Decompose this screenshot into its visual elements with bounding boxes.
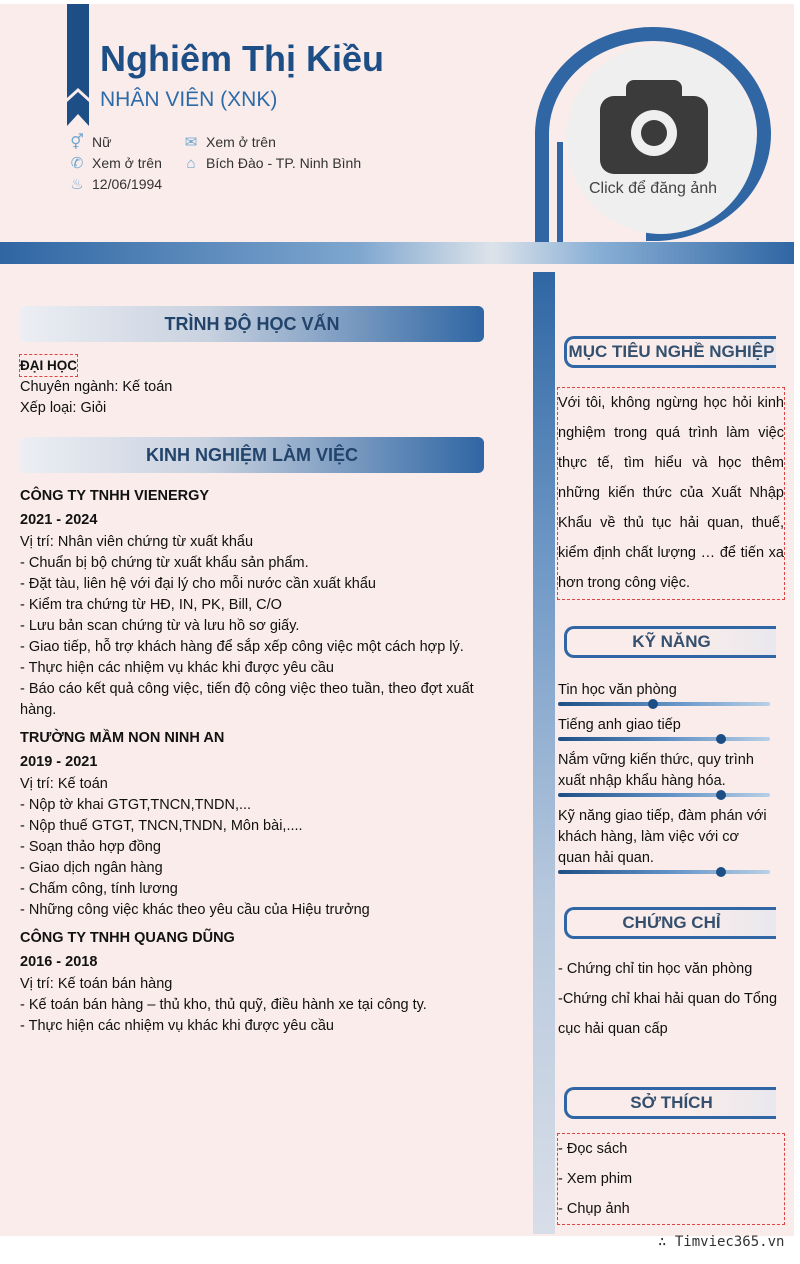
job-line: hàng. [20,702,57,718]
header-divider-bar [0,242,794,264]
job-line: - Những công việc khác theo yêu cầu của Hiệu trưởng [20,902,370,918]
hobbies-heading: SỞ THÍCH [564,1087,776,1119]
job-line: - Lưu bản scan chứng từ và lưu hồ sơ giấy. [20,618,300,634]
certificate-line: - Chứng chỉ tin học văn phòng [558,961,753,977]
job-line: - Nộp thuế GTGT, TNCN,TNDN, Môn bài,.... [20,818,303,834]
job-line: - Nộp tờ khai GTGT,TNCN,TNDN,... [20,797,252,813]
skill-bar [558,702,770,706]
phone-row [68,155,162,171]
job-company: CÔNG TY TNHH VIENERGY [20,488,210,504]
hobbies-box[interactable] [557,1133,785,1225]
job-line: - Thực hiện các nhiệm vụ khác khi được yêu cầu [20,660,334,676]
job-line: - Báo cáo kết quả công việc, tiến độ công việc theo tuần, theo đợt xuất [20,681,474,697]
hobby-item: - Xem phim [558,1171,633,1187]
job-line: - Đặt tàu, liên hệ với đại lý cho mỗi nước cần xuất khẩu [20,576,376,592]
education-grade: Xếp loại: Giỏi [20,400,107,416]
photo-upload-label[interactable]: Click để đăng ảnh [588,180,718,197]
cake-icon: ♨ [70,176,84,193]
education-heading: TRÌNH ĐỘ HỌC VẤN [20,306,484,342]
birthday-text: 12/06/1994 [92,176,163,192]
email-row [182,134,276,150]
skill-label: Tiếng anh giao tiếp [558,717,681,733]
gender-row [68,134,111,150]
job-company: TRƯỜNG MẦM NON NINH AN [20,730,225,746]
hobby-item: - Đọc sách [558,1141,628,1157]
job-line: - Chuẩn bị bộ chứng từ xuất khẩu sản phẩm. [20,555,309,571]
hobby-item: - Chụp ảnh [558,1201,630,1217]
phone-icon: ✆ [70,155,84,172]
skill-label: Nắm vững kiến thức, quy trình xuất nhập khẩu hàng hóa. [558,752,754,789]
certificate-line: cục hải quan cấp [558,1021,668,1037]
objective-text[interactable]: Với tôi, không ngừng học hỏi kinh nghiệm trong quá trình làm việc thực tế, tìm hiểu và học thêm những kiến thức của Xuất Nhập Khẩu về thủ tục hải quan, thuế, kiểm định chất lượng … để tiến xa hơn trong công việc. [557,387,785,600]
certificates-heading: CHỨNG CHỈ [564,907,776,939]
certificate-line: -Chứng chỉ khai hải quan do Tổng [558,991,778,1007]
job-line: - Giao tiếp, hỗ trợ khách hàng để sắp xếp công việc một cách hợp lý. [20,639,464,655]
email-text: Xem ở trên [206,134,276,150]
address-row [182,155,361,171]
envelope-icon: ✉ [184,134,198,151]
skill-bar [558,793,770,797]
skills-heading: KỸ NĂNG [564,626,776,658]
job-line: - Chấm công, tính lương [20,881,178,897]
gender-icon: ⚥ [70,134,84,151]
job-line: Vị trí: Kế toán bán hàng [20,976,173,992]
address-text: Bích Đào - TP. Ninh Bình [206,155,362,171]
gender-text: Nữ [92,134,112,150]
education-major: Chuyên ngành: Kế toán [20,379,173,395]
education-degree[interactable]: ĐẠI HỌC [20,355,77,376]
candidate-title: NHÂN VIÊN (XNK) [100,88,278,111]
candidate-name: Nghiêm Thị Kiều [100,38,385,79]
skill-label: Tin học văn phòng [558,682,677,698]
job-line: - Thực hiện các nhiệm vụ khác khi được yêu cầu [20,1018,334,1034]
job-period: 2016 - 2018 [20,954,98,970]
job-line: - Giao dịch ngân hàng [20,860,163,876]
job-line: - Kiểm tra chứng từ HĐ, IN, PK, Bill, C/O [20,597,282,613]
home-icon: ⌂ [186,154,196,172]
camera-lens-inner [641,120,667,146]
job-period: 2021 - 2024 [20,512,98,528]
job-line: Vị trí: Nhân viên chứng từ xuất khẩu [20,534,254,550]
ribbon-chevron [67,88,89,126]
job-company: CÔNG TY TNHH QUANG DŨNG [20,930,235,946]
job-line: - Soạn thảo hợp đồng [20,839,161,855]
column-divider-bar [533,272,555,1234]
job-line: Vị trí: Kế toán [20,776,108,792]
phone-text: Xem ở trên [92,155,162,171]
experience-heading: KINH NGHIỆM LÀM VIỆC [20,437,484,473]
skill-bar [558,870,770,874]
site-brand: ∴ Timviec365.vn [658,1234,785,1250]
skill-bar [558,737,770,741]
birthday-row [68,176,162,192]
skill-label: Kỹ năng giao tiếp, đàm phán với khách hàng, làm việc với cơ quan hải quan. [558,808,767,866]
objective-heading: MỤC TIÊU NGHỀ NGHIỆP [564,336,776,368]
job-line: - Kế toán bán hàng – thủ kho, thủ quỹ, điều hành xe tại công ty. [20,997,427,1013]
job-period: 2019 - 2021 [20,754,98,770]
